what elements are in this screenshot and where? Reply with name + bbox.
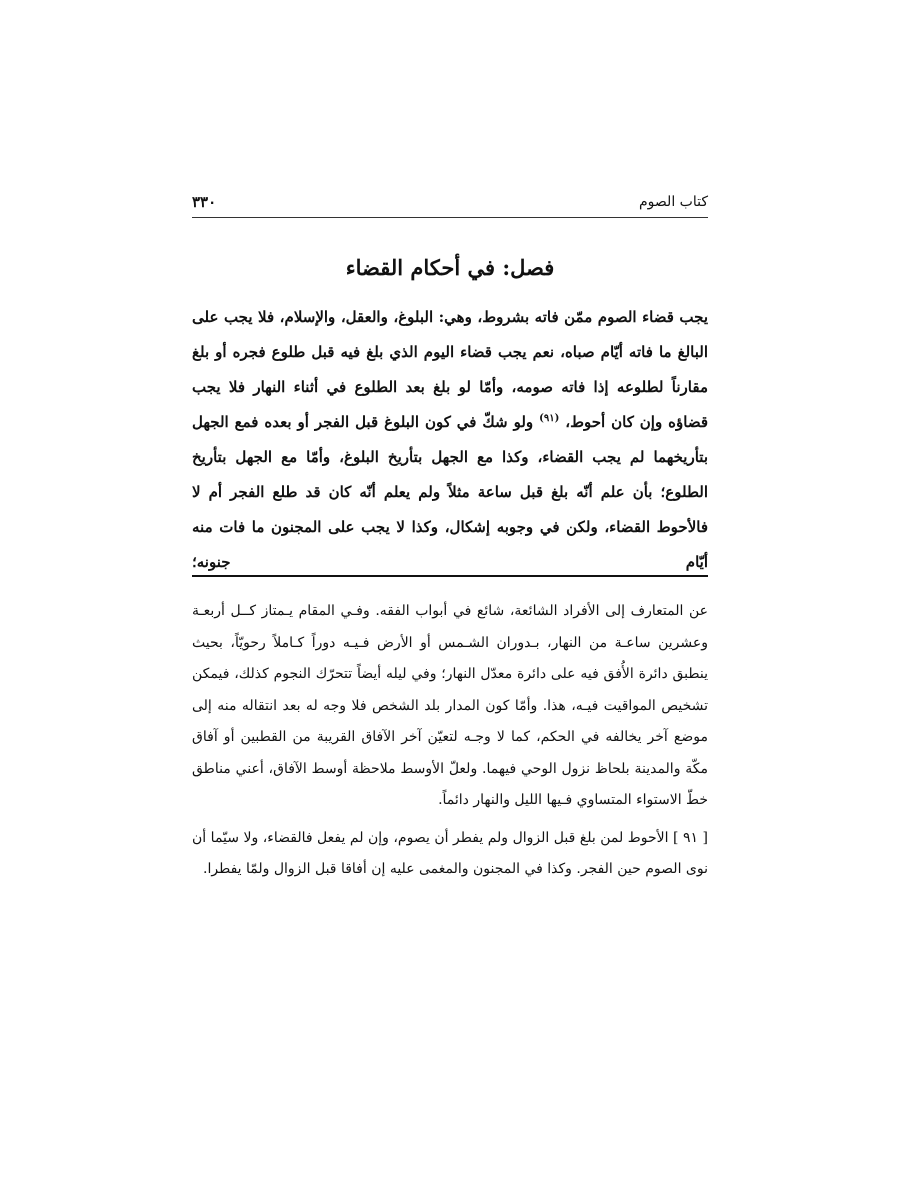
section-title: فصل: في أحكام القضاء — [345, 255, 555, 280]
page-number: ٣٣٠ — [192, 193, 217, 211]
running-header — [192, 190, 708, 214]
main-text — [192, 300, 708, 615]
main-paragraph — [192, 300, 708, 615]
main-paragraph-part-2: ولو شكّ في كون البلوغ قبل الفجر أو بعده فمع الجهل بتأريخهما لم يجب القضاء، وكذا مع الجهل بتأريخ البلوغ، وأمّا مع الجهل بتأريخ الطلوع؛ بأن علم أنّه بلغ قبل ساعة مثلاً ولم يعلم أنّه كان قد طلع الفجر أم لا فالأحوط القضاء، ولكن في وجوبه إشكال، وكذا لا يجب على المجنون ما فات منه أيّام جنونه؛ — [192, 413, 708, 571]
book-title: كتاب الصوم — [639, 194, 708, 210]
footnote-divider — [192, 575, 708, 577]
footnote-reference[interactable]: (٩١) — [539, 413, 560, 424]
footnote-continuation: عن المتعارف إلى الأفراد الشائعة، شائع في أبواب الفقه. وفـي المقام يـمتاز كــل أربعـة وعشرين ساعـة من النهار، بـدوران الشـمس أو الأرض فـيـه دوراً كـاملاً رحويّاً، بحيث ينطبق دائرة الأُفق فيه على دائرة معدّل النهار؛ وفي ليله أيضاً تتحرّك النجوم كذلك، فيمكن تشخيص المواقيت فيـه، هذا. وأمّا كون المدار بلد الشخص فلا وجه له بعد انتقاله منه إلى موضع آخر يخالفه في الحكم، كما لا وجـه لتعيّن آخر الآفاق القريبة من القطبين أو آفاق مكّة والمدينة بلحاظ نزول الوحي فيهما. ولعلّ الأوسط ملاحظة أوسط الآفاق، أعني مناطق خطّ الاستواء المتساوي فـيها الليل والنهار دائماً. — [192, 603, 708, 808]
footnote-91: [ ٩١ ] الأحوط لمن بلغ قبل الزوال ولم يفطر أن يصوم، وإن لم يفعل فالقضاء، ولا سيّما أن نوى الصوم حين الفجر. وكذا في المجنون والمغمى عليه إن أفاقا قبل الزوال ولمّا يفطرا. — [192, 829, 708, 877]
main-paragraph-part-1: يجب قضاء الصوم ممّن فاته بشروط، وهي: البلوغ، والعقل، والإسلام، فلا يجب على البالغ ما فاته أيّام صباه، نعم يجب قضاء اليوم الذي بلغ فيه قبل طلوع فجره أو بلغ مقارناً لطلوعه إذا فاته صومه، وأمّا لو بلغ بعد الطلوع في أثناء النهار فلا يجب قضاؤه وإن كان أحوط، — [192, 308, 709, 431]
footnotes — [192, 596, 708, 892]
header-divider — [192, 217, 708, 218]
